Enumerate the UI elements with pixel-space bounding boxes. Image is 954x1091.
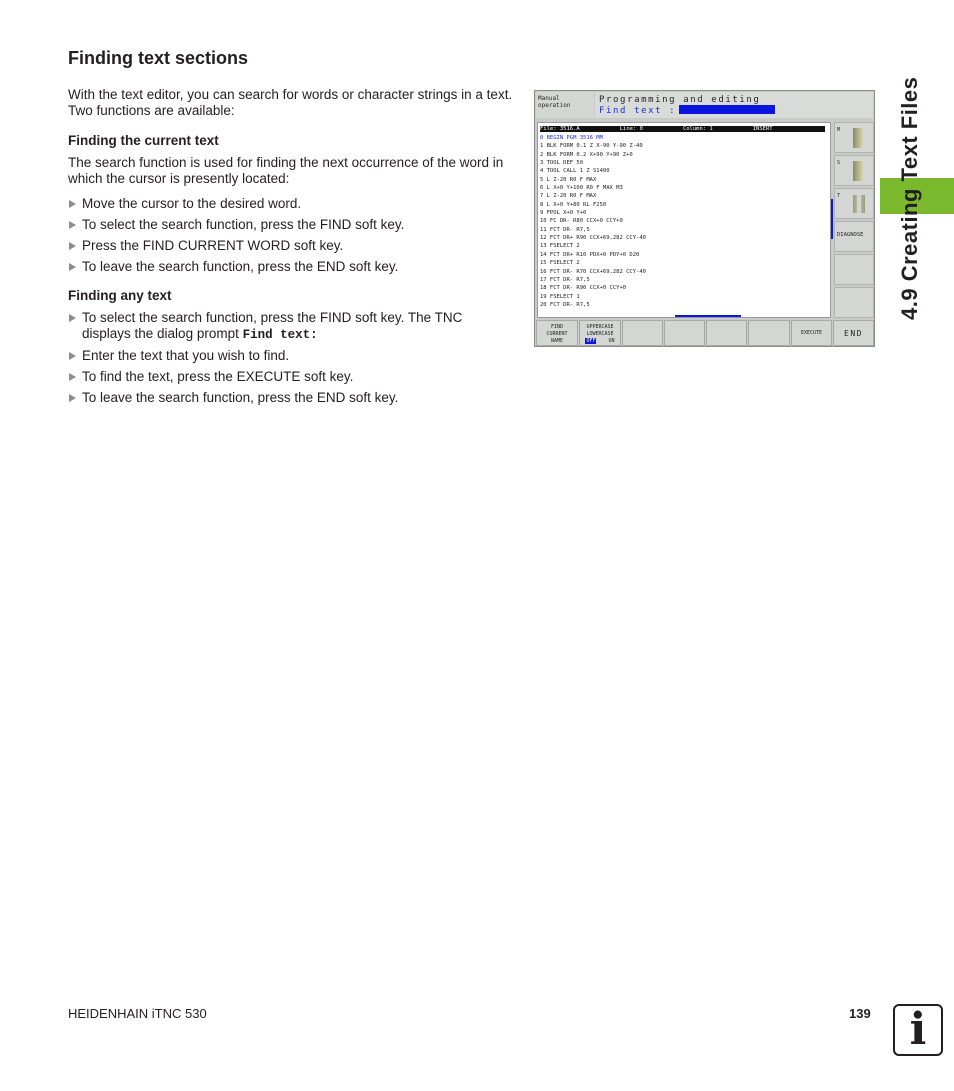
program-line[interactable]: 0 BEGIN PGM 3516 MM bbox=[540, 135, 603, 141]
side-key-m[interactable]: M bbox=[834, 122, 874, 153]
side-key-t[interactable]: T bbox=[834, 188, 874, 219]
program-line[interactable]: 19 FSELECT 1 bbox=[540, 293, 580, 300]
softkey-row bbox=[536, 320, 874, 346]
side-key-empty[interactable] bbox=[834, 254, 874, 285]
program-line[interactable]: 5 L Z-20 R0 F MAX bbox=[540, 176, 597, 183]
tnc-screenshot bbox=[534, 90, 875, 347]
program-line[interactable]: 11 FCT DR- R7,5 bbox=[540, 226, 590, 233]
spindle-icon bbox=[853, 128, 863, 148]
intro-paragraph: With the text editor, you can search for words or character strings in a text. Two functions are available: bbox=[68, 87, 513, 118]
any-text-steps bbox=[68, 310, 508, 411]
empty-softkey[interactable] bbox=[622, 320, 663, 346]
program-line[interactable]: 7 L Z-20 R0 F MAX bbox=[540, 193, 597, 200]
program-line[interactable]: 16 FCT DR- R70 CCX+69,282 CCY-40 bbox=[540, 268, 646, 275]
program-line[interactable]: 20 FCT DR- R7,5 bbox=[540, 301, 590, 308]
triangle-bullet-icon bbox=[69, 242, 76, 250]
case-toggle-softkey[interactable]: UPPERCASE LOWERCASE OFF ON bbox=[579, 320, 621, 346]
operating-mode: Manual operation bbox=[536, 92, 594, 118]
triangle-bullet-icon bbox=[69, 373, 76, 381]
step-item: To find the text, press the EXECUTE soft key. bbox=[68, 369, 508, 385]
chapter-title: 4.9 Creating Text Files bbox=[897, 76, 922, 320]
program-line[interactable]: 6 L X+0 Y+100 R0 F MAX M3 bbox=[540, 185, 623, 192]
step-item: To leave the search function, press the END soft key. bbox=[68, 259, 508, 275]
program-line[interactable]: 2 BLK FORM 0.2 X+90 Y+90 Z+0 bbox=[540, 151, 633, 158]
program-editor bbox=[537, 122, 831, 318]
editor-position-bar bbox=[675, 315, 741, 317]
triangle-bullet-icon bbox=[69, 221, 76, 229]
program-line[interactable]: 4 TOOL CALL 1 Z S1400 bbox=[540, 168, 610, 175]
end-softkey[interactable]: END bbox=[833, 320, 874, 346]
find-current-name-softkey[interactable]: FIND CURRENT NAME bbox=[536, 320, 578, 346]
program-line[interactable]: 9 FPOL X+0 Y+0 bbox=[540, 210, 587, 217]
step-item: To select the search function, press the FIND soft key. The TNC displays the dialog prompt Find text: bbox=[68, 310, 508, 343]
find-text-input[interactable] bbox=[679, 105, 775, 114]
file-status-bar: File: 3516.A Line: 0 Column: 1 INSERT bbox=[540, 126, 825, 132]
step-item: Enter the text that you wish to find. bbox=[68, 348, 508, 364]
triangle-bullet-icon bbox=[69, 352, 76, 360]
empty-softkey[interactable] bbox=[706, 320, 747, 346]
subheading-current-text: Finding the current text bbox=[68, 133, 219, 148]
step-item: To leave the search function, press the END soft key. bbox=[68, 390, 508, 406]
program-line[interactable]: 13 FSELECT 2 bbox=[540, 243, 580, 250]
program-line[interactable]: 12 FCT DR+ R90 CCX+69,282 CCY-40 bbox=[540, 235, 646, 242]
step-item: Move the cursor to the desired word. bbox=[68, 196, 508, 212]
execute-softkey[interactable]: EXECUTE bbox=[791, 320, 832, 346]
program-line[interactable]: 10 FC DR- R80 CCX+0 CCY+0 bbox=[540, 218, 623, 225]
program-line[interactable]: 18 FCT DR- R90 CCX+0 CCY+0 bbox=[540, 285, 627, 292]
subheading-any-text: Finding any text bbox=[68, 288, 172, 303]
page-number: 139 bbox=[849, 1006, 871, 1021]
vertical-softkey-bar bbox=[834, 122, 874, 318]
triangle-bullet-icon bbox=[69, 394, 76, 402]
footer-product: HEIDENHAIN iTNC 530 bbox=[68, 1006, 207, 1021]
program-line[interactable]: 14 FCT DR+ R10 PDX+0 PDY+0 D20 bbox=[540, 251, 640, 258]
side-key-diagnose[interactable]: DIAGNOSE bbox=[834, 221, 874, 252]
program-line[interactable]: 17 FCT DR- R7,5 bbox=[540, 276, 590, 283]
section-heading: Finding text sections bbox=[68, 48, 249, 68]
current-text-description: The search function is used for finding the next occurrence of the word in which the cursor is presently located: bbox=[68, 155, 504, 186]
program-line[interactable]: 15 FSELECT 2 bbox=[540, 260, 580, 267]
program-line[interactable]: 3 TOOL DEF 50 bbox=[540, 160, 584, 167]
program-lines bbox=[540, 134, 828, 309]
side-key-s[interactable]: S bbox=[834, 155, 874, 186]
current-text-steps bbox=[68, 196, 508, 280]
program-line[interactable]: 8 L X+0 Y+80 RL F250 bbox=[540, 201, 607, 208]
program-line[interactable]: 1 BLK FORM 0.1 Z X-90 Y-90 Z-40 bbox=[540, 143, 643, 150]
scrollbar-thumb[interactable] bbox=[831, 199, 833, 239]
triangle-bullet-icon bbox=[69, 263, 76, 271]
tool-change-icon bbox=[849, 195, 869, 213]
empty-softkey[interactable] bbox=[748, 320, 790, 346]
dialog-prompt-code: Find text: bbox=[242, 328, 318, 342]
step-item: Press the FIND CURRENT WORD soft key. bbox=[68, 238, 508, 254]
info-icon: i bbox=[893, 1004, 943, 1056]
empty-softkey[interactable] bbox=[664, 320, 705, 346]
side-key-empty[interactable] bbox=[834, 287, 874, 318]
triangle-bullet-icon bbox=[69, 314, 76, 322]
spindle-speed-icon bbox=[853, 161, 863, 181]
step-item: To select the search function, press the FIND soft key. bbox=[68, 217, 508, 233]
triangle-bullet-icon bbox=[69, 200, 76, 208]
screen-title: Programming and editing Find text : bbox=[595, 92, 873, 118]
